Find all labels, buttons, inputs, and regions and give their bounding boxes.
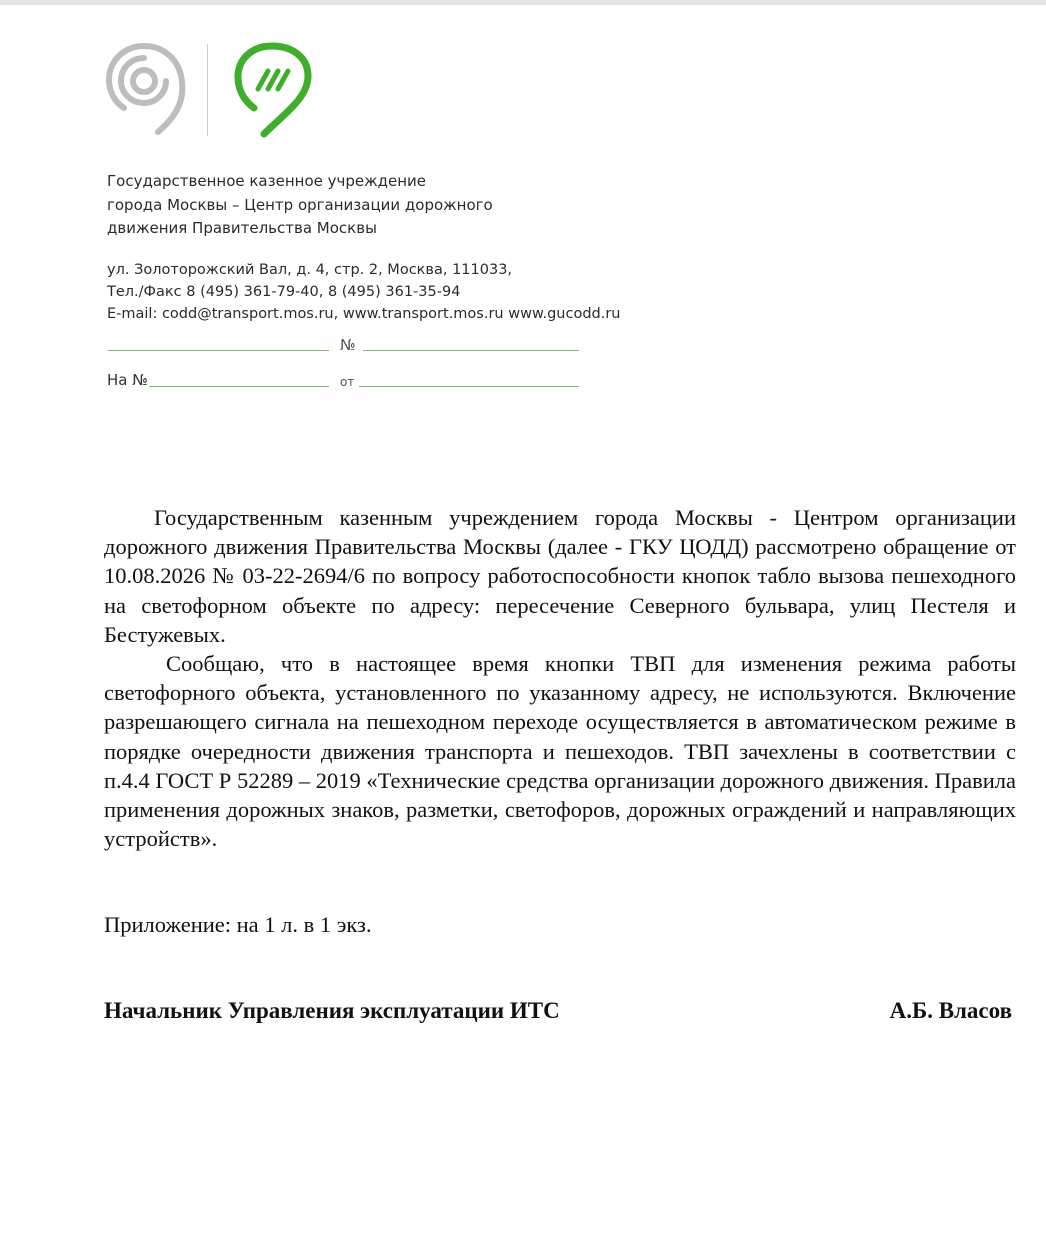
logo-divider: [207, 44, 208, 136]
number-label: №: [340, 336, 356, 354]
org-line: движения Правительства Москвы: [107, 219, 377, 237]
page-top-edge: [0, 0, 1046, 5]
signatory-title: Начальник Управления эксплуатации ИТС: [104, 998, 560, 1023]
body-paragraph: Государственным казенным учреждением города Москвы - Центром организации дорожного движения Правительства Москвы (далее - ГКУ ЦОДД) рассмотрено обращение от 10.08.2026 № 03-22-2694/6 по вопросу работоспособности кнопок табло вызова пешеходного на светофорном объекте по адресу: пересечение Северного бульвара, улиц Пестеля и Бестужевых.: [104, 505, 1016, 647]
contact-info: [107, 259, 621, 325]
address-line: ул. Золоторожский Вал, д. 4, стр. 2, Москва, 111033,: [107, 262, 513, 278]
reply-number-row: [107, 370, 587, 390]
from-date-blank-line: [359, 386, 579, 387]
reply-number-blank-line: [149, 386, 329, 387]
letter-body: [104, 503, 1016, 853]
attachment-note: Приложение: на 1 л. в 1 экз.: [104, 912, 372, 937]
date-blank-line: [108, 350, 329, 351]
moscow-emblem-logo: [104, 40, 186, 138]
phone-line: Тел./Факс 8 (495) 361-79-40, 8 (495) 361-35-94: [107, 284, 461, 300]
body-paragraph: Сообщаю, что в настоящее время кнопки ТВП для изменения режима работы светофорного объекта, установленного по указанному адресу, не используются. Включение разрешающего сигнала на пешеходном переходе осуществляется в автоматическом режиме в порядке очередности движения транспорта и пешеходов. ТВП зачехлены в соответствии с п.4.4 ГОСТ Р 52289 – 2019 «Технические средства организации дорожного движения. Правила применения дорожных знаков, разметки, светофоров, дорожных ограждений и направляющих устройств».: [104, 651, 1016, 852]
org-line: города Москвы – Центр организации дорожного: [107, 195, 493, 214]
reply-number-label: На №: [107, 371, 148, 389]
codd-pin-logo: [232, 42, 314, 138]
outgoing-number-row: [107, 335, 587, 355]
number-blank-line: [363, 350, 579, 351]
email-line: E-mail: codd@transport.mos.ru, www.transport.mos.ru www.gucodd.ru: [107, 306, 621, 322]
organization-name: [107, 170, 587, 241]
from-label: от: [340, 375, 355, 389]
signatory-name: А.Б. Власов: [889, 998, 1012, 1023]
org-line: Государственное казенное учреждение: [107, 172, 427, 190]
